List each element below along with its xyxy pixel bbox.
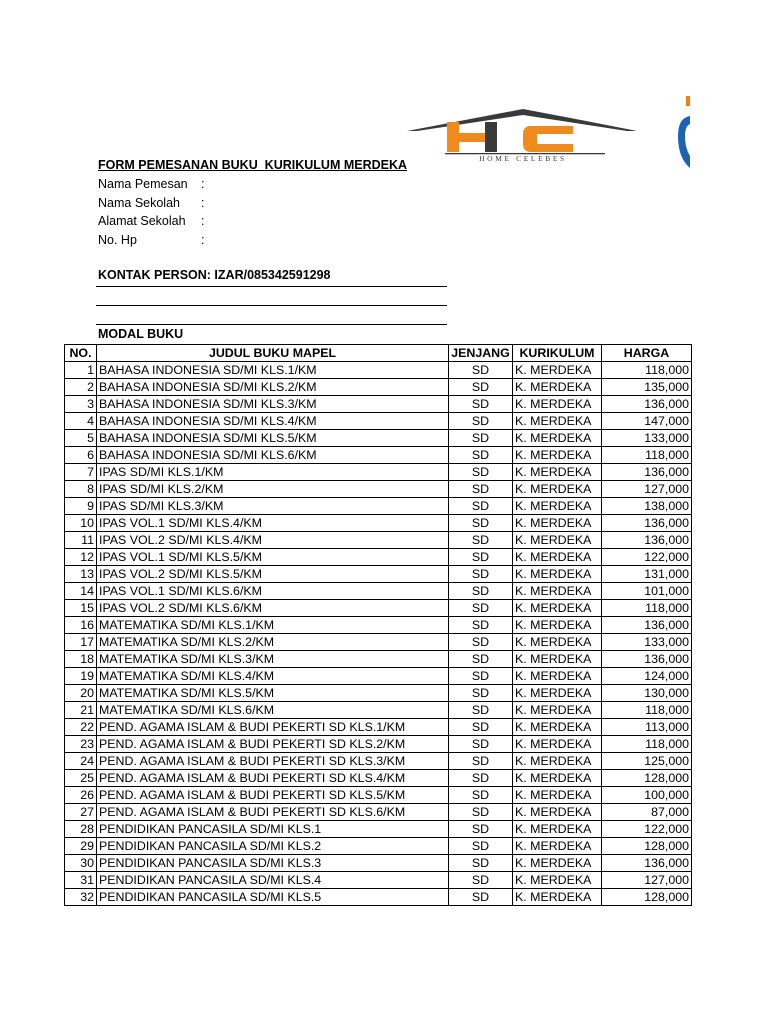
price-cell: 87,000 bbox=[602, 804, 692, 821]
curriculum-cell: K. MERDEKA bbox=[513, 600, 602, 617]
row-number: 2 bbox=[65, 379, 97, 396]
col-header-no: NO. bbox=[65, 345, 97, 362]
curriculum-cell: K. MERDEKA bbox=[513, 396, 602, 413]
partner-logo-fragment bbox=[676, 96, 690, 170]
book-title: BAHASA INDONESIA SD/MI KLS.6/KM bbox=[97, 447, 449, 464]
level-cell: SD bbox=[449, 668, 513, 685]
table-row bbox=[65, 651, 692, 668]
book-title: MATEMATIKA SD/MI KLS.4/KM bbox=[97, 668, 449, 685]
table-row bbox=[65, 668, 692, 685]
curriculum-cell: K. MERDEKA bbox=[513, 566, 602, 583]
book-title: MATEMATIKA SD/MI KLS.6/KM bbox=[97, 702, 449, 719]
row-number: 25 bbox=[65, 770, 97, 787]
level-cell: SD bbox=[449, 702, 513, 719]
table-row bbox=[65, 753, 692, 770]
curriculum-cell: K. MERDEKA bbox=[513, 770, 602, 787]
table-row bbox=[65, 719, 692, 736]
price-cell: 118,000 bbox=[602, 702, 692, 719]
curriculum-cell: K. MERDEKA bbox=[513, 430, 602, 447]
curriculum-cell: K. MERDEKA bbox=[513, 685, 602, 702]
level-cell: SD bbox=[449, 889, 513, 906]
col-header-kurikulum: KURIKULUM bbox=[513, 345, 602, 362]
row-number: 4 bbox=[65, 413, 97, 430]
book-title: IPAS SD/MI KLS.3/KM bbox=[97, 498, 449, 515]
book-title: PEND. AGAMA ISLAM & BUDI PEKERTI SD KLS.2/KM bbox=[97, 736, 449, 753]
orange-tick bbox=[686, 96, 690, 106]
price-cell: 133,000 bbox=[602, 430, 692, 447]
curriculum-cell: K. MERDEKA bbox=[513, 481, 602, 498]
book-title: PENDIDIKAN PANCASILA SD/MI KLS.2 bbox=[97, 838, 449, 855]
field-label: Nama Sekolah bbox=[98, 195, 180, 210]
book-title: BAHASA INDONESIA SD/MI KLS.3/KM bbox=[97, 396, 449, 413]
row-number: 18 bbox=[65, 651, 97, 668]
price-cell: 133,000 bbox=[602, 634, 692, 651]
curriculum-cell: K. MERDEKA bbox=[513, 362, 602, 379]
level-cell: SD bbox=[449, 804, 513, 821]
book-price-table bbox=[64, 344, 692, 906]
field-colon: : bbox=[201, 214, 205, 229]
curriculum-cell: K. MERDEKA bbox=[513, 838, 602, 855]
table-row bbox=[65, 855, 692, 872]
level-cell: SD bbox=[449, 430, 513, 447]
field-no-hp bbox=[98, 231, 407, 250]
book-title: BAHASA INDONESIA SD/MI KLS.4/KM bbox=[97, 413, 449, 430]
price-cell: 118,000 bbox=[602, 600, 692, 617]
curriculum-cell: K. MERDEKA bbox=[513, 821, 602, 838]
book-title: IPAS SD/MI KLS.2/KM bbox=[97, 481, 449, 498]
price-cell: 136,000 bbox=[602, 855, 692, 872]
level-cell: SD bbox=[449, 753, 513, 770]
book-title: MATEMATIKA SD/MI KLS.1/KM bbox=[97, 617, 449, 634]
divider-line bbox=[96, 305, 447, 306]
curriculum-cell: K. MERDEKA bbox=[513, 889, 602, 906]
table-body bbox=[65, 362, 692, 906]
table-header-row bbox=[65, 345, 692, 362]
price-cell: 118,000 bbox=[602, 447, 692, 464]
field-label: Alamat Sekolah bbox=[98, 214, 186, 229]
curriculum-cell: K. MERDEKA bbox=[513, 804, 602, 821]
book-title: MATEMATIKA SD/MI KLS.3/KM bbox=[97, 651, 449, 668]
price-cell: 127,000 bbox=[602, 481, 692, 498]
row-number: 31 bbox=[65, 872, 97, 889]
level-cell: SD bbox=[449, 872, 513, 889]
curriculum-cell: K. MERDEKA bbox=[513, 702, 602, 719]
row-number: 12 bbox=[65, 549, 97, 566]
level-cell: SD bbox=[449, 583, 513, 600]
row-number: 11 bbox=[65, 532, 97, 549]
table-row bbox=[65, 617, 692, 634]
table-row bbox=[65, 532, 692, 549]
row-number: 13 bbox=[65, 566, 97, 583]
table-row bbox=[65, 464, 692, 481]
price-cell: 101,000 bbox=[602, 583, 692, 600]
row-number: 23 bbox=[65, 736, 97, 753]
table-row bbox=[65, 872, 692, 889]
row-number: 14 bbox=[65, 583, 97, 600]
form-title: FORM PEMESANAN BUKU KURIKULUM MERDEKA bbox=[98, 158, 408, 172]
price-cell: 130,000 bbox=[602, 685, 692, 702]
table-row bbox=[65, 889, 692, 906]
curriculum-cell: K. MERDEKA bbox=[513, 736, 602, 753]
book-title: IPAS VOL.1 SD/MI KLS.6/KM bbox=[97, 583, 449, 600]
price-cell: 136,000 bbox=[602, 617, 692, 634]
price-cell: 135,000 bbox=[602, 379, 692, 396]
price-cell: 122,000 bbox=[602, 821, 692, 838]
level-cell: SD bbox=[449, 770, 513, 787]
curriculum-cell: K. MERDEKA bbox=[513, 617, 602, 634]
divider-line bbox=[96, 286, 447, 287]
order-form-header bbox=[98, 156, 407, 250]
level-cell: SD bbox=[449, 617, 513, 634]
table-row bbox=[65, 685, 692, 702]
price-cell: 128,000 bbox=[602, 889, 692, 906]
level-cell: SD bbox=[449, 634, 513, 651]
price-cell: 128,000 bbox=[602, 770, 692, 787]
book-title: BAHASA INDONESIA SD/MI KLS.2/KM bbox=[97, 379, 449, 396]
level-cell: SD bbox=[449, 821, 513, 838]
table-row bbox=[65, 838, 692, 855]
book-title: BAHASA INDONESIA SD/MI KLS.1/KM bbox=[97, 362, 449, 379]
row-number: 7 bbox=[65, 464, 97, 481]
curriculum-cell: K. MERDEKA bbox=[513, 464, 602, 481]
book-title: IPAS VOL.2 SD/MI KLS.6/KM bbox=[97, 600, 449, 617]
table-row bbox=[65, 821, 692, 838]
table-row bbox=[65, 481, 692, 498]
level-cell: SD bbox=[449, 413, 513, 430]
book-title: IPAS SD/MI KLS.1/KM bbox=[97, 464, 449, 481]
row-number: 21 bbox=[65, 702, 97, 719]
book-title: BAHASA INDONESIA SD/MI KLS.5/KM bbox=[97, 430, 449, 447]
field-colon: : bbox=[201, 176, 205, 191]
col-header-title: JUDUL BUKU MAPEL bbox=[97, 345, 449, 362]
book-title: PENDIDIKAN PANCASILA SD/MI KLS.1 bbox=[97, 821, 449, 838]
price-cell: 131,000 bbox=[602, 566, 692, 583]
table-row bbox=[65, 396, 692, 413]
price-cell: 113,000 bbox=[602, 719, 692, 736]
book-title: PEND. AGAMA ISLAM & BUDI PEKERTI SD KLS.3/KM bbox=[97, 753, 449, 770]
curriculum-cell: K. MERDEKA bbox=[513, 634, 602, 651]
row-number: 22 bbox=[65, 719, 97, 736]
row-number: 20 bbox=[65, 685, 97, 702]
curriculum-cell: K. MERDEKA bbox=[513, 719, 602, 736]
book-title: MATEMATIKA SD/MI KLS.5/KM bbox=[97, 685, 449, 702]
field-alamat-sekolah bbox=[98, 212, 407, 231]
book-title: PEND. AGAMA ISLAM & BUDI PEKERTI SD KLS.1/KM bbox=[97, 719, 449, 736]
curriculum-cell: K. MERDEKA bbox=[513, 855, 602, 872]
level-cell: SD bbox=[449, 855, 513, 872]
book-title: PEND. AGAMA ISLAM & BUDI PEKERTI SD KLS.4/KM bbox=[97, 770, 449, 787]
level-cell: SD bbox=[449, 396, 513, 413]
table-row bbox=[65, 379, 692, 396]
book-title: PENDIDIKAN PANCASILA SD/MI KLS.4 bbox=[97, 872, 449, 889]
curriculum-cell: K. MERDEKA bbox=[513, 413, 602, 430]
book-title: PEND. AGAMA ISLAM & BUDI PEKERTI SD KLS.6/KM bbox=[97, 804, 449, 821]
row-number: 24 bbox=[65, 753, 97, 770]
table-row bbox=[65, 770, 692, 787]
price-cell: 128,000 bbox=[602, 838, 692, 855]
h-cross-bar bbox=[457, 133, 487, 142]
level-cell: SD bbox=[449, 481, 513, 498]
table-row bbox=[65, 362, 692, 379]
level-cell: SD bbox=[449, 787, 513, 804]
price-cell: 125,000 bbox=[602, 753, 692, 770]
col-header-harga: HARGA bbox=[602, 345, 692, 362]
price-cell: 136,000 bbox=[602, 515, 692, 532]
table-row bbox=[65, 736, 692, 753]
table-row bbox=[65, 413, 692, 430]
level-cell: SD bbox=[449, 736, 513, 753]
field-nama-pemesan bbox=[98, 175, 407, 194]
field-nama-sekolah bbox=[98, 194, 407, 213]
level-cell: SD bbox=[449, 515, 513, 532]
curriculum-cell: K. MERDEKA bbox=[513, 787, 602, 804]
level-cell: SD bbox=[449, 532, 513, 549]
curriculum-cell: K. MERDEKA bbox=[513, 379, 602, 396]
table-row bbox=[65, 702, 692, 719]
table-row bbox=[65, 634, 692, 651]
price-cell: 127,000 bbox=[602, 872, 692, 889]
table-row bbox=[65, 804, 692, 821]
curriculum-cell: K. MERDEKA bbox=[513, 549, 602, 566]
level-cell: SD bbox=[449, 566, 513, 583]
table-row bbox=[65, 549, 692, 566]
curriculum-cell: K. MERDEKA bbox=[513, 515, 602, 532]
table-row bbox=[65, 430, 692, 447]
table-row bbox=[65, 566, 692, 583]
curriculum-cell: K. MERDEKA bbox=[513, 872, 602, 889]
row-number: 3 bbox=[65, 396, 97, 413]
blue-arc bbox=[678, 116, 690, 168]
book-title: MATEMATIKA SD/MI KLS.2/KM bbox=[97, 634, 449, 651]
home-celebes-logo bbox=[405, 104, 640, 164]
field-colon: : bbox=[201, 195, 205, 210]
row-number: 9 bbox=[65, 498, 97, 515]
price-cell: 136,000 bbox=[602, 532, 692, 549]
row-number: 32 bbox=[65, 889, 97, 906]
price-cell: 122,000 bbox=[602, 549, 692, 566]
table-row bbox=[65, 787, 692, 804]
price-cell: 118,000 bbox=[602, 362, 692, 379]
table-row bbox=[65, 600, 692, 617]
row-number: 29 bbox=[65, 838, 97, 855]
table-row bbox=[65, 515, 692, 532]
price-cell: 138,000 bbox=[602, 498, 692, 515]
price-cell: 147,000 bbox=[602, 413, 692, 430]
book-title: IPAS VOL.1 SD/MI KLS.5/KM bbox=[97, 549, 449, 566]
level-cell: SD bbox=[449, 719, 513, 736]
field-label: No. Hp bbox=[98, 233, 137, 248]
book-title: PEND. AGAMA ISLAM & BUDI PEKERTI SD KLS.5/KM bbox=[97, 787, 449, 804]
section-title: MODAL BUKU bbox=[98, 327, 184, 341]
row-number: 5 bbox=[65, 430, 97, 447]
table-row bbox=[65, 498, 692, 515]
curriculum-cell: K. MERDEKA bbox=[513, 583, 602, 600]
price-cell: 100,000 bbox=[602, 787, 692, 804]
curriculum-cell: K. MERDEKA bbox=[513, 532, 602, 549]
table-row bbox=[65, 583, 692, 600]
contact-person: KONTAK PERSON: IZAR/085342591298 bbox=[98, 268, 331, 282]
book-title: IPAS VOL.2 SD/MI KLS.5/KM bbox=[97, 566, 449, 583]
row-number: 28 bbox=[65, 821, 97, 838]
level-cell: SD bbox=[449, 600, 513, 617]
price-cell: 124,000 bbox=[602, 668, 692, 685]
row-number: 19 bbox=[65, 668, 97, 685]
row-number: 27 bbox=[65, 804, 97, 821]
row-number: 17 bbox=[65, 634, 97, 651]
level-cell: SD bbox=[449, 362, 513, 379]
level-cell: SD bbox=[449, 464, 513, 481]
row-number: 16 bbox=[65, 617, 97, 634]
level-cell: SD bbox=[449, 685, 513, 702]
curriculum-cell: K. MERDEKA bbox=[513, 498, 602, 515]
row-number: 8 bbox=[65, 481, 97, 498]
row-number: 10 bbox=[65, 515, 97, 532]
book-title: PENDIDIKAN PANCASILA SD/MI KLS.3 bbox=[97, 855, 449, 872]
row-number: 30 bbox=[65, 855, 97, 872]
level-cell: SD bbox=[449, 838, 513, 855]
level-cell: SD bbox=[449, 651, 513, 668]
divider-line bbox=[96, 324, 447, 325]
book-title: IPAS VOL.1 SD/MI KLS.4/KM bbox=[97, 515, 449, 532]
table-row bbox=[65, 447, 692, 464]
level-cell: SD bbox=[449, 498, 513, 515]
field-label: Nama Pemesan bbox=[98, 176, 188, 191]
curriculum-cell: K. MERDEKA bbox=[513, 668, 602, 685]
col-header-jenjang: JENJANG bbox=[449, 345, 513, 362]
book-title: PENDIDIKAN PANCASILA SD/MI KLS.5 bbox=[97, 889, 449, 906]
h-right-bar bbox=[485, 122, 497, 152]
row-number: 26 bbox=[65, 787, 97, 804]
field-colon: : bbox=[201, 233, 205, 248]
logo-brand-text: HOME CELEBES bbox=[479, 154, 567, 163]
price-cell: 136,000 bbox=[602, 651, 692, 668]
level-cell: SD bbox=[449, 447, 513, 464]
book-title: IPAS VOL.2 SD/MI KLS.4/KM bbox=[97, 532, 449, 549]
roof-shape bbox=[407, 109, 637, 131]
curriculum-cell: K. MERDEKA bbox=[513, 753, 602, 770]
price-cell: 136,000 bbox=[602, 464, 692, 481]
row-number: 15 bbox=[65, 600, 97, 617]
curriculum-cell: K. MERDEKA bbox=[513, 651, 602, 668]
level-cell: SD bbox=[449, 549, 513, 566]
c-shape bbox=[523, 126, 573, 152]
price-cell: 118,000 bbox=[602, 736, 692, 753]
row-number: 1 bbox=[65, 362, 97, 379]
row-number: 6 bbox=[65, 447, 97, 464]
curriculum-cell: K. MERDEKA bbox=[513, 447, 602, 464]
level-cell: SD bbox=[449, 379, 513, 396]
price-cell: 136,000 bbox=[602, 396, 692, 413]
